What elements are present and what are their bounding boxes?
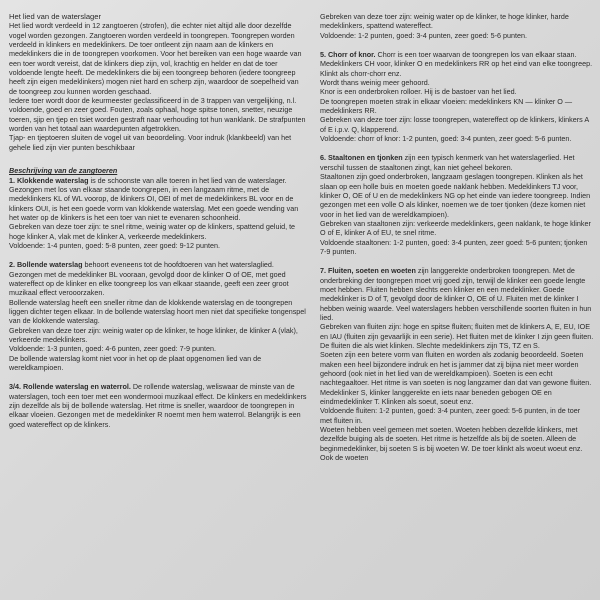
section-7-points: Voldoende fluiten: 1-2 punten, goed: 3-4 punten, zeer goed: 5-6 punten, in de toer met fluiten in.: [320, 406, 581, 425]
section-2-body: behoort eveneens tot de hoofdtoeren van het waterslaglied. Gezongen met de medeklinker BL vooraan, gevolgd door de klinker O of OE, met goed watereffect op de klinker en elke toongreep los van elkaar staande, geeft een zeer groot muzikaal effect verooorzaken.: [9, 260, 289, 298]
section-7-soeten: Soeten zijn een betere vorm van fluiten en worden als zodanig beoordeeld. Soeten maken een heel bijzondere indruk en het is jammer dat zij bijna niet meer worden gehoord (ook niet in het lied van de wereldkampioen). Soeten is een echt nachtegaaltoer. Het ritme is van soeten is nog langzamer dan dat van gewone fluiten. Medeklinker S, klinker langgerekte en iets naar beneden gebogen OE en eindmedeklinker T. Klinken als soeut, soeut enz.: [320, 350, 592, 407]
section-5-points: Voldoende: chorr of knor: 1-2 punten, goed: 3-4 punten, zeer goed: 5-6 punten.: [320, 134, 572, 144]
section-5-body: Chorr is een toer waarvan de toongrepen los van elkaar staan. Medeklinkers CH voor, klinker O en medeklinkers RR op het eind van elke toongreep. Klinkt als chorr-chorr enz.: [320, 50, 593, 78]
section-34: [9, 382, 307, 429]
spacer: [9, 152, 307, 162]
section-5: [320, 50, 594, 78]
section-2-body-2: Bollende waterslag heeft een sneller ritme dan de klokkende waterslag en de toongrepen liggen dichter tegen elkaar. In de bollende waterslag hoort men niet dat specifieke tongenspel van de klokkende waterslag.: [9, 297, 306, 326]
section-6-body-2: Staaltonen zijn goed onderbroken, langzaam geslagen toongrepen. Klinken als het slaan op een holle buis en moeten goede naklank hebben. Medeklinkers TJ voor, klinker O, OE of U en de medeklinkers NG op het einde van iedere toongreep. Indien gezongen met een volle O als klinker, noemen we de toer tjonken (deze komen niet voor in het lied van de wereldkampioen).: [320, 172, 591, 219]
intro-paragraph-2: Iedere toer wordt door de keurmeester geclassificeerd in de 3 trappen van vergelijking, n.l. voldoende, goed en zeer goed. Fouten, zoals ophaal, hoge spitse tonen, snetter, neuzige toeren, sjip en tjep en tsiet worden gestraft naar verhouding tot hun wanklank. De strafpunten worden van het totaal aan waardepunten afgetrokken.: [9, 96, 306, 134]
section-5-faults: Gebreken van deze toer zijn: losse toongrepen, watereffect op de klinkers, klinkers A of E i.p.v. Q, klapperend.: [320, 115, 589, 134]
spacer: [9, 250, 307, 260]
section-5-line-2: Wordt thans weinig meer gehoord.: [320, 78, 430, 88]
section-2: [9, 260, 307, 297]
section-6-points: Voldoende staaltonen: 1-2 punten, goed: 3-4 punten, zeer goed: 5-6 punten; tjonken 7-9 punten.: [320, 237, 588, 256]
section-7-woeten: Woeten hebben veel gemeen met soeten. Woeten hebben dezelfde klinkers, met dezelfde buiging als de soeten. Het ritme is hetzelfde als bij de soeten. Alleen de beginmedeklinker, bij soeten S is bij woeten W. De toer klinkt als woeut woeut enz. Ook de woeten: [320, 425, 583, 463]
left-column: [9, 12, 307, 429]
section-34-heading: 3/4. Rollende waterslag en waterrol.: [9, 382, 131, 392]
section-2-heading: 2. Bollende waterslag: [9, 260, 83, 270]
section-6-heading: 6. Staaltonen en tjonken: [320, 153, 403, 163]
section-6-faults: Gebreken van staaltonen zijn: verkeerde medeklinkers, geen naklank, te hoge klinker O of E, klinker A of EU, te snel ritme.: [320, 218, 591, 238]
intro-paragraph: Het lied wordt verdeeld in 12 zangtoeren (strofen), die echter niet altijd alle door dezelfde vogel worden gezongen. Zangtoeren worden verdeeld in toongrepen. Toongrepen worden verdeeld in klinkers en medeklinkers. De toer ontleent zijn naam aan de klinkers en medeklinkers die in de toongrepen voorkomen. Voor het bereiken van een hoge waarde van een toer wordt vereist, dat de klinkers diep zijn, vol, krachtig en helder en dat de toer voldoende lengte heeft. De medeklinkers die bij een toongreep behoren (iedere toongreep heeft zijn eigen medeklinkers) mogen niet hard en scherp zijn, waardoor de soepelheid van de toongreep zou kunnen worden geschaad.: [9, 21, 302, 96]
spacer: [9, 372, 307, 382]
intro-paragraph-3: Tjap- en tjeptoeren sluiten de vogel uit van beoordeling. Voor indruk (klankbeeld) van het gehele lied zijn vier punten beschikbaar: [9, 133, 292, 152]
section-5-line-4: De toongrepen moeten strak in elkaar vloeien: medeklinkers KN — klinker O — medeklinkers RR.: [320, 96, 573, 116]
spacer: [320, 40, 594, 50]
section-5-line-3: Knor is een onderbroken rolloer. Hij is de bastoer van het lied.: [320, 87, 517, 97]
section-34-body: De rollende waterslag, weliswaar de minste van de waterslagen, toch een toer met een wondermooi muzikaal effect. De klinkers en medeklinkers zijn dezelfde als bij de bollende waterslag. Het ritme is sneller, waardoor de toongrepen in elkaar vloeien. Gezongen met de medeklinker R noemt men hem waterrol. Belangrijk is een goed watereffect op de klinkers.: [9, 382, 307, 429]
section-2-note: De bollende waterslag komt niet voor in het op de plaat opgenomen lied van de wereldkampioen.: [9, 353, 262, 373]
section-7-body: zijn langgerekte onderbroken toongrepen. Met de onderbreking der toongrepen moet vrij goed zijn, terwijl de klinker een goede lengte moet hebben. Fluiten hebben slechts een klinker en een medeklinker. Goede medeklinker is D of T, gevolgd door de klinker O, OE of U. Fluiten met de klinker I hebben weinig waarde. Veel waterslagers hebben verschillende soorten fluiten in hun lied.: [320, 266, 592, 322]
section-6-body: zijn een typisch kenmerk van het waterslagerlied. Het verschil tussen de staaltonen zingt, kan niet geheel bekoren.: [320, 153, 575, 172]
section-5-heading: 5. Chorr of knor.: [320, 50, 376, 60]
section-1: [9, 176, 307, 223]
section-2-faults: Gebreken van deze toer zijn: weinig water op de klinker, te hoge klinker, de klinker A (vlak), verkeerde medeklinkers.: [9, 325, 298, 344]
spacer: [320, 256, 594, 266]
section-7-faults: Gebreken van fluiten zijn: hoge en spitse fluiten; fluiten met de klinkers A, E, EU, IOE en IAU (fluiten zijn gevaarlijk in een serie). Het fluiten met de klinker I zijn geen fluiten. De fluiten die als wiet klinken. Slechte medeklinkers zijn TS, TZ en S.: [320, 322, 594, 350]
section-1-body: is de schoonste van alle toeren in het lied van de waterslager. Gezongen met los van elkaar staande toongrepen, in een langzaam ritme, met de medeklinkers KL of WL voorop, de klinkers OI, OEI of met de medeklinkers BL voor en de klinkers OUI, is het een goede vorm van klokkende waterslag. Met een goede wending van het water op de klinkers is het een toer van niet te evenaren schoonheid.: [9, 175, 299, 222]
top-points: Voldoende: 1-2 punten, goed: 3-4 punten, zeer goed: 5-6 punten.: [320, 30, 528, 40]
section-7-heading: 7. Fluiten, soeten en woeten: [320, 266, 416, 276]
section-2-points: Voldoende: 1-3 punten, goed: 4-6 punten, zeer goed: 7-9 punten.: [9, 344, 217, 354]
page-title: Het lied van de waterslager: [9, 12, 102, 21]
right-column: [320, 12, 594, 462]
section-1-points: Voldoende: 1-4 punten, goed: 5-8 punten, zeer goed: 9-12 punten.: [9, 240, 221, 250]
section-1-faults: Gebreken van deze toer zijn: te snel ritme, weinig water op de klinkers, spattend geluid, te hoge klinker A, vlak met de klinker A, verkeerde medeklinkers.: [9, 222, 296, 241]
section-7: [320, 266, 594, 322]
section-6: [320, 153, 594, 172]
spacer: [320, 143, 594, 153]
section-heading: Beschrijving van de zangtoeren: [9, 166, 118, 176]
section-1-heading: 1. Klokkende waterslag: [9, 175, 89, 185]
top-faults: Gebreken van deze toer zijn: weinig water op de klinker, te hoge klinker, harde medeklinkers, spattend watereffect.: [320, 12, 569, 31]
